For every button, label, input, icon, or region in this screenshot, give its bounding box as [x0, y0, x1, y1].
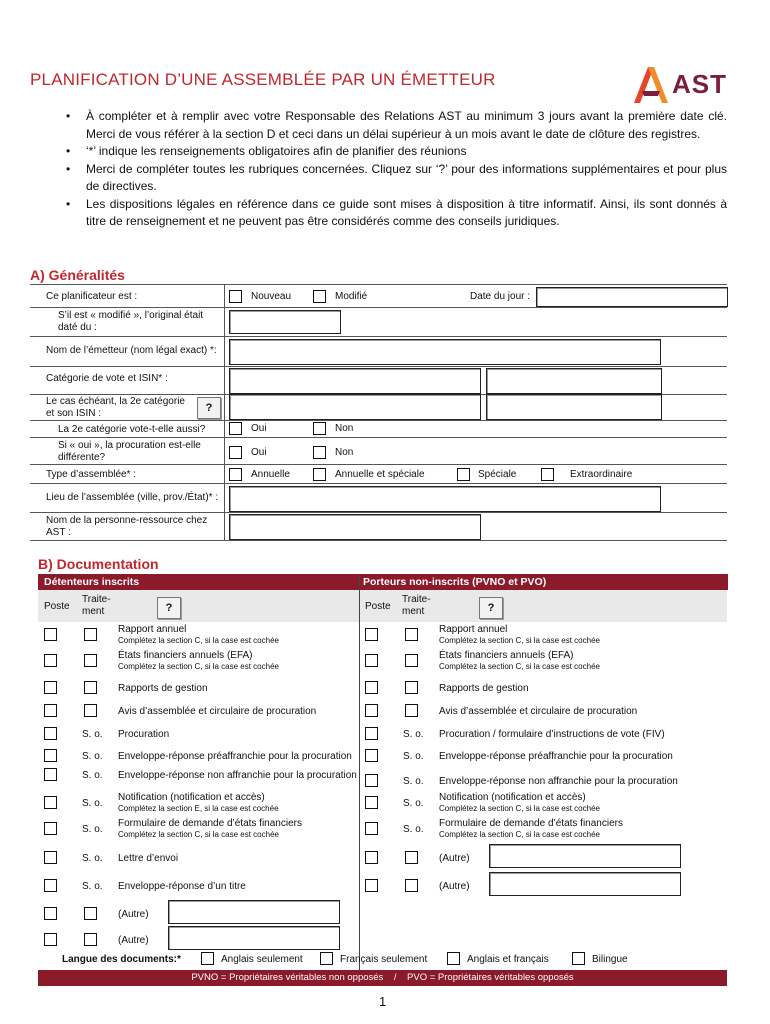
right-poste-checkbox[interactable]: [365, 628, 378, 641]
document-note: Complétez la section C, si la case est cochée: [439, 662, 600, 671]
not-applicable-label: S. o.: [82, 798, 103, 809]
instruction-item: • Merci de compléter toutes les rubriques concernées. Cliquez sur ‘?’ pour des informations supplémentaires et pour plus de directives.: [62, 161, 727, 196]
annuelle-speciale-checkbox[interactable]: [313, 468, 326, 481]
document-label: (Autre): [439, 881, 470, 892]
document-label: Enveloppe-réponse non affranchie pour la procuration: [439, 776, 678, 787]
language-option: Anglais seulement: [221, 954, 303, 965]
col-poste: Poste: [365, 601, 391, 612]
document-note: Complétez la section C, si la case est cochée: [439, 636, 600, 645]
right-poste-checkbox[interactable]: [365, 681, 378, 694]
document-label: Enveloppe-réponse préaffranchie pour la procuration: [118, 751, 352, 762]
document-label: Avis d’assemblée et circulaire de procuration: [439, 706, 638, 717]
document-label: Rapport annuel: [439, 624, 508, 635]
modifie-label: Modifié: [335, 291, 368, 302]
section-a-title: A) Généralités: [30, 267, 125, 283]
right-traitement-checkbox[interactable]: [405, 879, 418, 892]
page-title: PLANIFICATION D’UNE ASSEMBLÉE PAR UN ÉMETTEUR: [30, 70, 496, 89]
other-field[interactable]: [168, 900, 340, 924]
document-label: Enveloppe-réponse non affranchie pour la procuration: [118, 770, 357, 781]
second-vote-non-checkbox[interactable]: [313, 422, 326, 435]
left-poste-checkbox[interactable]: [44, 681, 57, 694]
right-poste-checkbox[interactable]: [365, 879, 378, 892]
right-traitement-checkbox[interactable]: [405, 681, 418, 694]
contact-label: Nom de la personne-ressource chez AST :: [46, 515, 208, 538]
not-applicable-label: S. o.: [82, 881, 103, 892]
document-label: Enveloppe-réponse d’un titre: [118, 881, 246, 892]
left-poste-checkbox[interactable]: [44, 704, 57, 717]
oui-label: Oui: [251, 447, 267, 458]
other-field[interactable]: [489, 872, 681, 896]
document-note: Complétez la section C, si la case est cochée: [118, 662, 279, 671]
section-b-title: B) Documentation: [38, 556, 159, 572]
left-poste-checkbox[interactable]: [44, 907, 57, 920]
second-category-field[interactable]: [229, 394, 481, 420]
not-applicable-label: S. o.: [82, 824, 103, 835]
right-poste-checkbox[interactable]: [365, 704, 378, 717]
instruction-item: • ‘*’ indique les renseignements obligatoires afin de planifier des réunions: [62, 143, 727, 161]
right-poste-checkbox[interactable]: [365, 822, 378, 835]
document-label: Rapports de gestion: [439, 683, 529, 694]
left-traitement-checkbox[interactable]: [84, 933, 97, 946]
help-button[interactable]: ?: [157, 597, 181, 619]
col-poste: Poste: [44, 601, 70, 612]
help-button[interactable]: ?: [479, 597, 503, 619]
second-vote-oui-checkbox[interactable]: [229, 422, 242, 435]
left-traitement-checkbox[interactable]: [84, 628, 97, 641]
left-traitement-checkbox[interactable]: [84, 704, 97, 717]
meeting-type-option: Spéciale: [478, 469, 517, 480]
proxy-diff-label: Si « oui », la procuration est-elle différente?: [58, 440, 201, 463]
proxy-diff-non-checkbox[interactable]: [313, 446, 326, 459]
bilingue-checkbox[interactable]: [572, 952, 585, 965]
document-label: (Autre): [118, 909, 149, 920]
not-applicable-label: S. o.: [403, 798, 424, 809]
document-note: Complétez la section C, si la case est cochée: [439, 830, 600, 839]
document-label: Formulaire de demande d’états financiers: [439, 818, 623, 829]
right-poste-checkbox[interactable]: [365, 774, 378, 787]
not-applicable-label: S. o.: [403, 751, 424, 762]
meeting-type-option: Extraordinaire: [570, 469, 633, 480]
original-date-label: S’il est « modifié », l’original était daté du :: [58, 310, 204, 333]
help-button[interactable]: ?: [197, 397, 221, 419]
issuer-label: Nom de l’émetteur (nom légal exact) *:: [46, 345, 217, 356]
oui-label: Oui: [251, 423, 267, 434]
francais-checkbox[interactable]: [320, 952, 333, 965]
non-registered-header: Porteurs non-inscrits (PVNO et PVO): [359, 574, 728, 590]
not-applicable-label: S. o.: [403, 729, 424, 740]
issuer-name-field[interactable]: [229, 339, 661, 365]
location-field[interactable]: [229, 486, 661, 512]
other-field[interactable]: [489, 844, 681, 868]
date-field[interactable]: [536, 287, 728, 307]
original-date-field[interactable]: [229, 310, 341, 334]
left-poste-checkbox[interactable]: [44, 879, 57, 892]
not-applicable-label: S. o.: [82, 770, 103, 781]
document-label: Rapports de gestion: [118, 683, 208, 694]
meeting-type-option: Annuelle: [251, 469, 290, 480]
document-label: Formulaire de demande d’états financiers: [118, 818, 302, 829]
language-option: Bilingue: [592, 954, 628, 965]
legend-bar: PVNO = Propriétaires véritables non opposés / PVO = Propriétaires véritables opposés: [38, 970, 727, 986]
language-label: Langue des documents:*: [62, 954, 181, 965]
document-label: Lettre d’envoi: [118, 853, 179, 864]
right-poste-checkbox[interactable]: [365, 749, 378, 762]
document-label: Notification (notification et accès): [439, 792, 586, 803]
not-applicable-label: S. o.: [82, 729, 103, 740]
anglais-francais-checkbox[interactable]: [447, 952, 460, 965]
document-label: (Autre): [439, 853, 470, 864]
left-poste-checkbox[interactable]: [44, 796, 57, 809]
right-traitement-checkbox[interactable]: [405, 851, 418, 864]
left-poste-checkbox[interactable]: [44, 851, 57, 864]
document-label: Avis d’assemblée et circulaire de procuration: [118, 706, 317, 717]
instruction-item: • Les dispositions légales en référence dans ce guide sont mises à disposition à titre informatif. Ainsi, ils sont donnés à titre de renseignement et ne peuvent pas être considérés comme des conseils juridiques.: [62, 196, 727, 231]
left-poste-checkbox[interactable]: [44, 654, 57, 667]
left-traitement-checkbox[interactable]: [84, 907, 97, 920]
speciale-checkbox[interactable]: [457, 468, 470, 481]
right-poste-checkbox[interactable]: [365, 796, 378, 809]
left-poste-checkbox[interactable]: [44, 628, 57, 641]
document-label: États financiers annuels (EFA): [439, 650, 574, 661]
category-label: Catégorie de vote et ISIN* :: [46, 373, 168, 384]
document-label: Enveloppe-réponse préaffranchie pour la procuration: [439, 751, 673, 762]
contact-field[interactable]: [229, 514, 481, 540]
logo-text: AST: [672, 69, 727, 99]
right-traitement-checkbox[interactable]: [405, 704, 418, 717]
modifie-checkbox[interactable]: [313, 290, 326, 303]
planner-label: Ce planificateur est :: [46, 291, 138, 302]
right-poste-checkbox[interactable]: [365, 851, 378, 864]
extraordinaire-checkbox[interactable]: [541, 468, 554, 481]
document-note: Complétez la section C, si la case est cochée: [118, 636, 279, 645]
logo-mark-icon: [630, 63, 672, 105]
meeting-type-option: Annuelle et spéciale: [335, 469, 425, 480]
document-label: (Autre): [118, 935, 149, 946]
left-poste-checkbox[interactable]: [44, 822, 57, 835]
document-label: Notification (notification et accès): [118, 792, 265, 803]
non-label: Non: [335, 423, 354, 434]
nouveau-label: Nouveau: [251, 291, 292, 302]
not-applicable-label: S. o.: [403, 824, 424, 835]
col-traitement: Traite-ment: [82, 594, 111, 617]
left-poste-checkbox[interactable]: [44, 768, 57, 781]
isin-field[interactable]: [486, 368, 662, 394]
language-option: Français seulement: [340, 954, 428, 965]
second-vote-label: La 2e catégorie vote-t-elle aussi?: [58, 424, 206, 435]
right-poste-checkbox[interactable]: [365, 654, 378, 667]
anglais-checkbox[interactable]: [201, 952, 214, 965]
page-number: 1: [379, 994, 387, 1009]
proxy-diff-oui-checkbox[interactable]: [229, 446, 242, 459]
annuelle-checkbox[interactable]: [229, 468, 242, 481]
non-label: Non: [335, 447, 354, 458]
location-label: Lieu de l’assemblée (ville, prov./État)* :: [46, 492, 219, 503]
meeting-type-label: Type d’assemblée* :: [46, 469, 137, 480]
other-field[interactable]: [168, 926, 340, 950]
left-traitement-checkbox[interactable]: [84, 681, 97, 694]
left-poste-checkbox[interactable]: [44, 749, 57, 762]
col-traitement: Traite-ment: [402, 594, 431, 617]
registered-holders-header: Détenteurs inscrits: [38, 574, 365, 590]
instruction-item: • À compléter et à remplir avec votre Responsable des Relations AST au minimum 3 jours avant la première date clé. Merci de vous référer à la section D et ceci dans un délai supérieur à un mois avant le date de clôture des registres.: [62, 108, 727, 143]
right-traitement-checkbox[interactable]: [405, 654, 418, 667]
language-option: Anglais et français: [467, 954, 549, 965]
date-label: Date du jour :: [470, 291, 531, 302]
document-label: Rapport annuel: [118, 624, 187, 635]
second-isin-field[interactable]: [486, 394, 662, 420]
document-note: Complétez la section C, si la case est cochée: [118, 830, 279, 839]
second-category-label: Le cas échéant, la 2e catégorie et son ISIN :: [46, 396, 185, 419]
not-applicable-label: S. o.: [82, 751, 103, 762]
ast-logo: [630, 63, 745, 105]
right-poste-checkbox[interactable]: [365, 727, 378, 740]
document-note: Complétez la section C, si la case est cochée: [439, 804, 600, 813]
not-applicable-label: S. o.: [82, 853, 103, 864]
not-applicable-label: S. o.: [403, 776, 424, 787]
instructions-list: [62, 108, 727, 231]
document-label: Procuration: [118, 729, 170, 740]
left-poste-checkbox[interactable]: [44, 727, 57, 740]
document-label: Procuration / formulaire d’instructions de vote (FIV): [439, 729, 665, 740]
document-note: Complétez la section E, si la case est cochée: [118, 804, 279, 813]
left-poste-checkbox[interactable]: [44, 933, 57, 946]
nouveau-checkbox[interactable]: [229, 290, 242, 303]
left-traitement-checkbox[interactable]: [84, 654, 97, 667]
category-field[interactable]: [229, 368, 481, 394]
right-traitement-checkbox[interactable]: [405, 628, 418, 641]
document-label: États financiers annuels (EFA): [118, 650, 253, 661]
